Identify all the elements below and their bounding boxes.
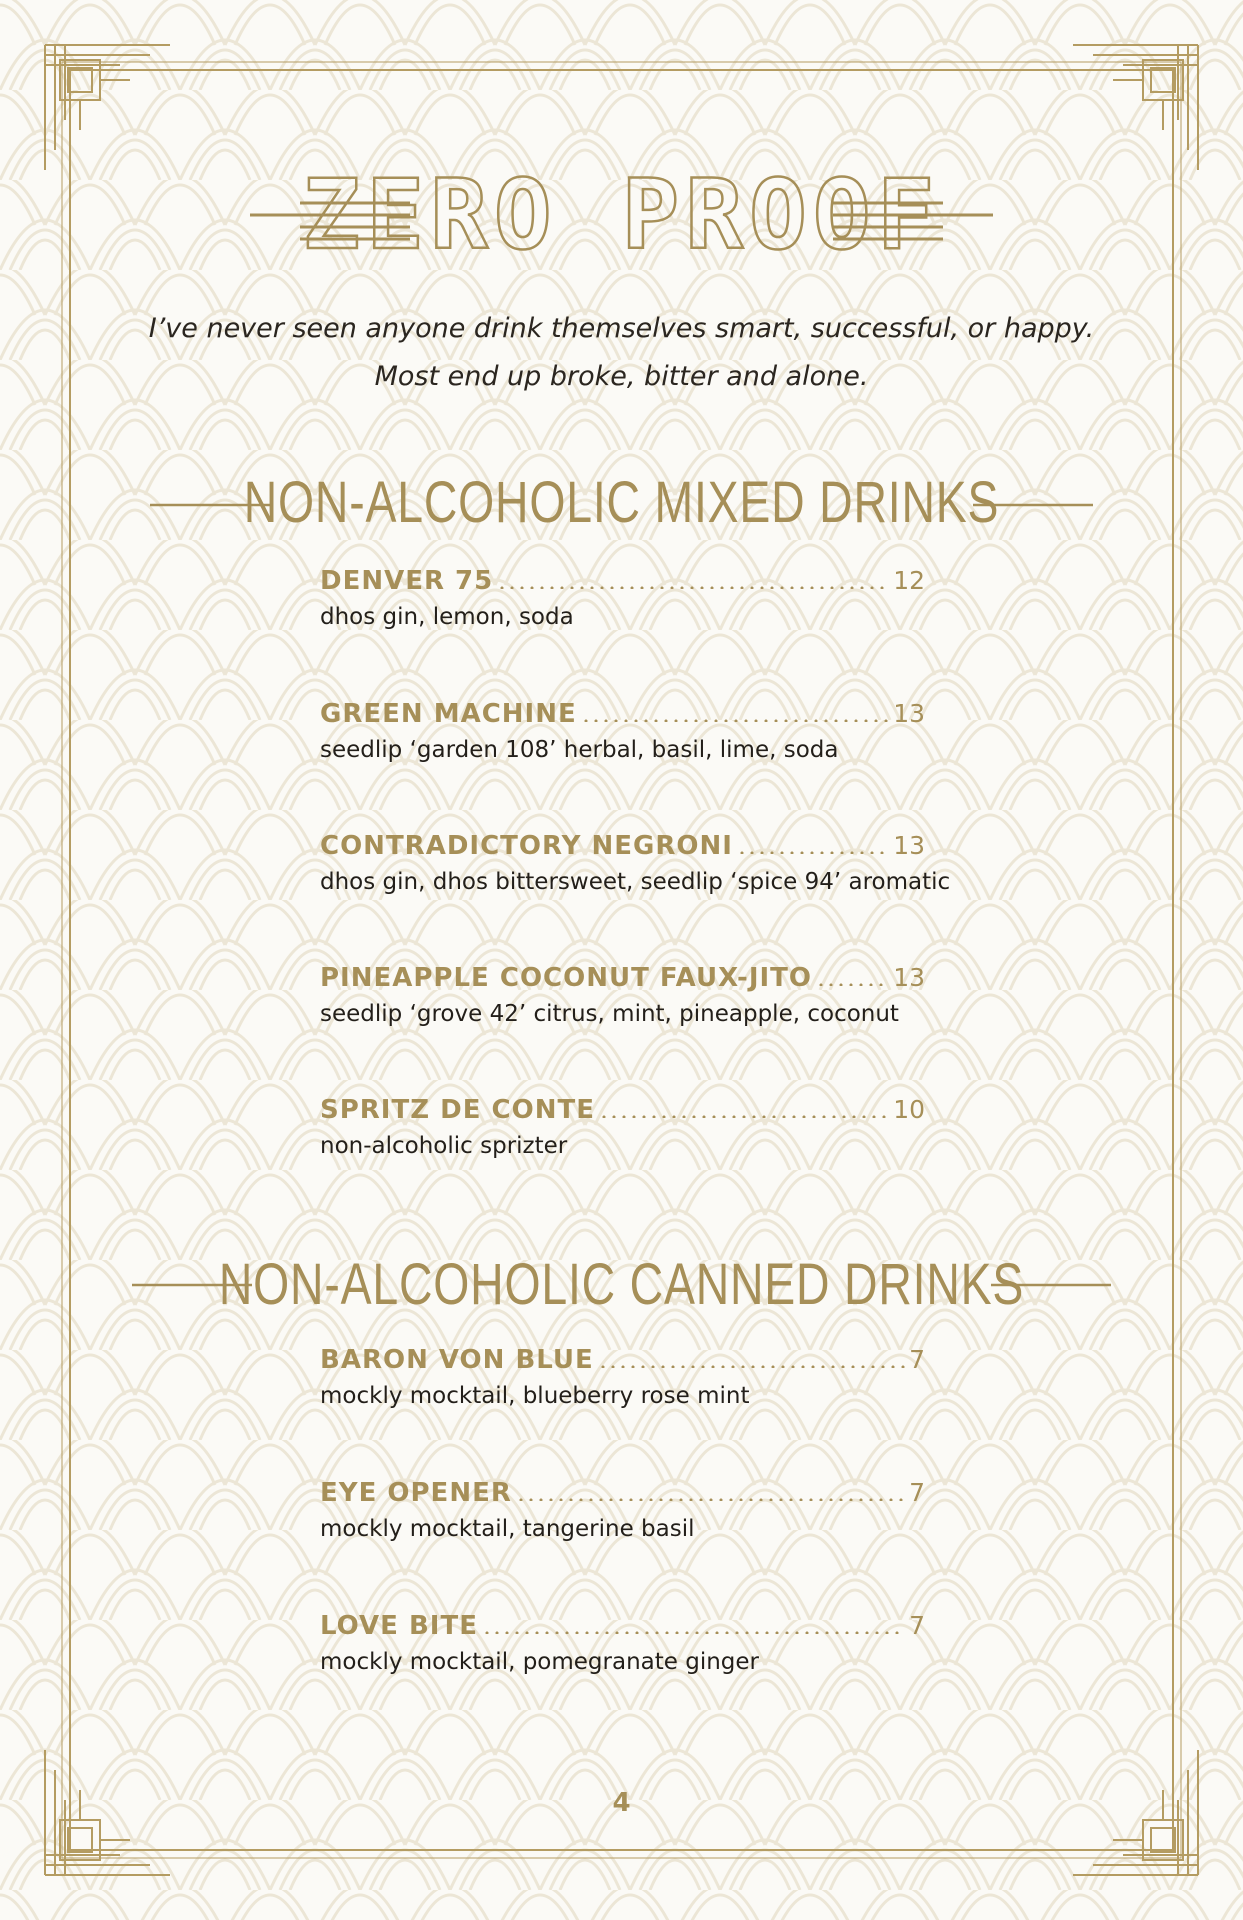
item-price: 13 [893,699,925,728]
item-description: mockly mocktail, pomegranate ginger [320,1649,760,1675]
leader-dots [516,1481,905,1501]
item-description: dhos gin, lemon, soda [320,604,574,630]
item-price: 12 [893,566,925,595]
item-name: EYE OPENER [320,1478,512,1508]
item-name: PINEAPPLE COCONUT FAUX-JITO [320,963,813,993]
leader-dots [737,834,889,854]
item-name: CONTRADICTORY NEGRONI [320,831,733,861]
title-block [0,160,1243,270]
item-description: mockly mocktail, blueberry rose mint [320,1383,750,1409]
leader-dots [497,569,889,589]
item-name: DENVER 75 [320,566,494,596]
menu-item [320,1611,925,1679]
page-number: 4 [612,1788,631,1818]
menu-item [320,566,925,634]
item-price: 10 [893,1095,925,1124]
menu-item [320,831,951,899]
item-name: BARON VON BLUE [320,1345,594,1375]
item-name: SPRITZ DE CONTE [320,1095,595,1125]
leader-dots [581,702,889,722]
item-price: 13 [893,963,925,992]
item-price: 7 [909,1478,925,1507]
tagline-line-2: Most end up broke, bitter and alone. [374,361,869,392]
leader-dots [599,1098,889,1118]
section-title-canned-drinks: NON-ALCOHOLIC CANNED DRINKS [218,1252,1025,1317]
menu-item [320,1345,925,1413]
item-description: non-alcoholic sprizter [320,1133,568,1159]
menu-item [320,1095,925,1163]
item-name: GREEN MACHINE [320,699,577,729]
tagline-line-1: I’ve never seen anyone drink themselves smart, successful, or happy. [148,313,1095,344]
leader-dots [598,1348,905,1368]
leader-dots [482,1614,905,1634]
item-price: 13 [893,831,925,860]
menu-item [320,699,925,767]
item-price: 7 [909,1611,925,1640]
item-name: LOVE BITE [320,1611,478,1641]
menu-item [320,1478,925,1546]
item-description: seedlip ‘grove 42’ citrus, mint, pineapple, coconut [320,1001,899,1027]
menu-item [320,963,925,1031]
item-description: dhos gin, dhos bittersweet, seedlip ‘spice 94’ aromatic [320,869,951,895]
section-title-mixed-drinks: NON-ALCOHOLIC MIXED DRINKS [243,470,1000,535]
item-description: mockly mocktail, tangerine basil [320,1516,695,1542]
item-description: seedlip ‘garden 108’ herbal, basil, lime, soda [320,737,839,763]
item-price: 7 [909,1345,925,1374]
page-title: ZERO PROOF [302,159,941,271]
leader-dots [816,966,889,986]
